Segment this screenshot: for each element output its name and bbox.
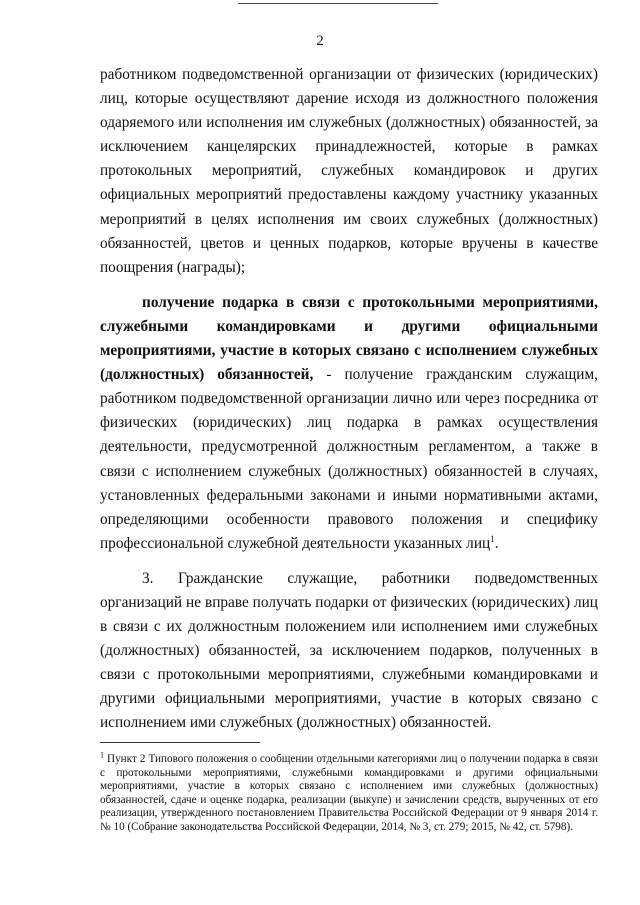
footnote-mark: 1 (100, 750, 104, 760)
document-body (100, 63, 598, 736)
footnote-text: Пункт 2 Типового положения о сообщении отдельными категориями лиц о получении подарка в связи с протокольными мероприятиями, служебными командировками и другими официальными мероприятиями, участие в которых связано с исполнением ими служебных (должностных) обязанностей, сдаче и оценке подарка, реализации (выкупе) и зачислении средств, вырученных от его реализации, утвержденного постановлением Правительства Российской Федерации от 9 января 2014 г. № 10 (Собрание законодательства Российской Федерации, 2014, № 3, ст. 279; 2015, № 42, ст. 5798). (100, 753, 598, 833)
page-number: 2 (316, 33, 324, 49)
footnote-separator (100, 742, 260, 743)
definition-end: . (494, 534, 499, 552)
definition-text: - получение гражданским служащим, работником подведомственной организации лично или через посредника от физических (юридических) лиц подарка в рамках осуществления деятельности, предусмотренной должностным регламентом, а также в связи с исполнением служебных (должностных) обязанностей в случаях, установленных федеральными законами и иными нормативными актами, определяющими особенности правового положения и специфику профессиональной служебной деятельности указанных лиц (100, 366, 598, 552)
footnote-reference[interactable]: 1 (490, 533, 495, 544)
top-edge-line (238, 3, 438, 4)
footnote (100, 750, 598, 835)
defined-term: получение подарка в связи с протокольными мероприятиями, служебными командировками и другими официальными мероприятиями, участие в которых связано с исполнением служебных (должностных) обязанностей, (100, 293, 598, 384)
paragraph-gift-definition (100, 291, 598, 556)
paragraph-continuation: работником подведомственной организации от физических (юридических) лиц, которые осуществляют дарение исходя из должностного положения одаряемого или исполнения им служебных (должностных) обязанностей, за исключением канцелярских принадлежностей, которые в рамках протокольных мероприятий, служебных командировок и других официальных мероприятий предоставлены каждому участнику указанных мероприятий в целях исполнения им своих служебных (должностных) обязанностей, цветов и ценных подарков, которые вручены в качестве поощрения (награды); (100, 66, 598, 276)
paragraph-clause-3: 3. Гражданские служащие, работники подведомственных организаций не вправе получать подарки от физических (юридических) лиц в связи с их должностным положением или исполнением ими служебных (должностных) обязанностей, за исключением подарков, полученных в связи с протокольными мероприятиями, служебными командировками и другими официальными мероприятиями, участие в которых связано с исполнением ими служебных (должностных) обязанностей. (100, 569, 598, 732)
